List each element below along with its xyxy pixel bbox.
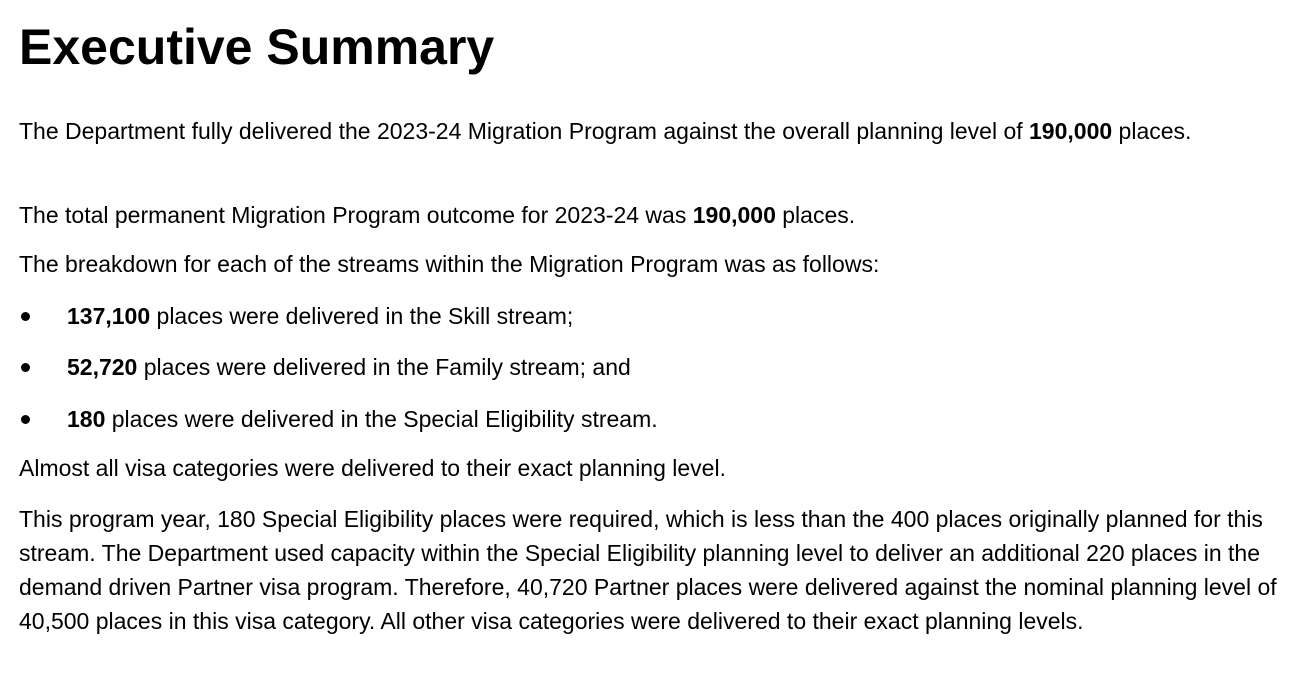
list-item-label: places were delivered in the Skill stream; bbox=[150, 303, 574, 329]
paragraph-text: places. bbox=[775, 202, 856, 228]
paragraph-program-delivered bbox=[19, 114, 1291, 148]
paragraph-program-outcome bbox=[19, 198, 1291, 232]
list-item-label: places were delivered in the Special Eligibility stream. bbox=[105, 406, 658, 432]
list-item-text bbox=[67, 350, 631, 384]
paragraph-text: The total permanent Migration Program outcome for 2023-24 was bbox=[19, 202, 693, 228]
paragraph-visa-categories: Almost all visa categories were delivered to their exact planning level. bbox=[19, 455, 726, 481]
paragraph-breakdown-intro: The breakdown for each of the streams within the Migration Program was as follows: bbox=[19, 251, 880, 277]
outcome-value: 190,000 bbox=[692, 202, 776, 228]
list-item-text bbox=[67, 299, 573, 333]
list-item-label: places were delivered in the Family stream; and bbox=[137, 354, 631, 380]
special-eligibility-value: 180 bbox=[67, 406, 106, 432]
page-title: Executive Summary bbox=[19, 19, 495, 75]
paragraph-text: The Department fully delivered the 2023-24 Migration Program against the overall planning level of bbox=[19, 118, 1030, 144]
list-item-text bbox=[67, 402, 658, 436]
skill-stream-value: 137,100 bbox=[67, 303, 151, 329]
family-stream-value: 52,720 bbox=[67, 354, 138, 380]
paragraph-text: places. bbox=[1112, 118, 1192, 144]
paragraph-special-eligibility: This program year, 180 Special Eligibility places were required, which is less than the 400 places originally planned for this stream. The Department used capacity within the Special Eligibility planning level to deliver an additional 220 places in the demand driven Partner visa program. Therefore, 40,720 Partner places were delivered against the nominal planning level of 40,500 places in this visa category. All other visa categories were delivered to their exact planning levels. bbox=[19, 506, 1277, 634]
planning-level-value: 190,000 bbox=[1029, 118, 1113, 144]
